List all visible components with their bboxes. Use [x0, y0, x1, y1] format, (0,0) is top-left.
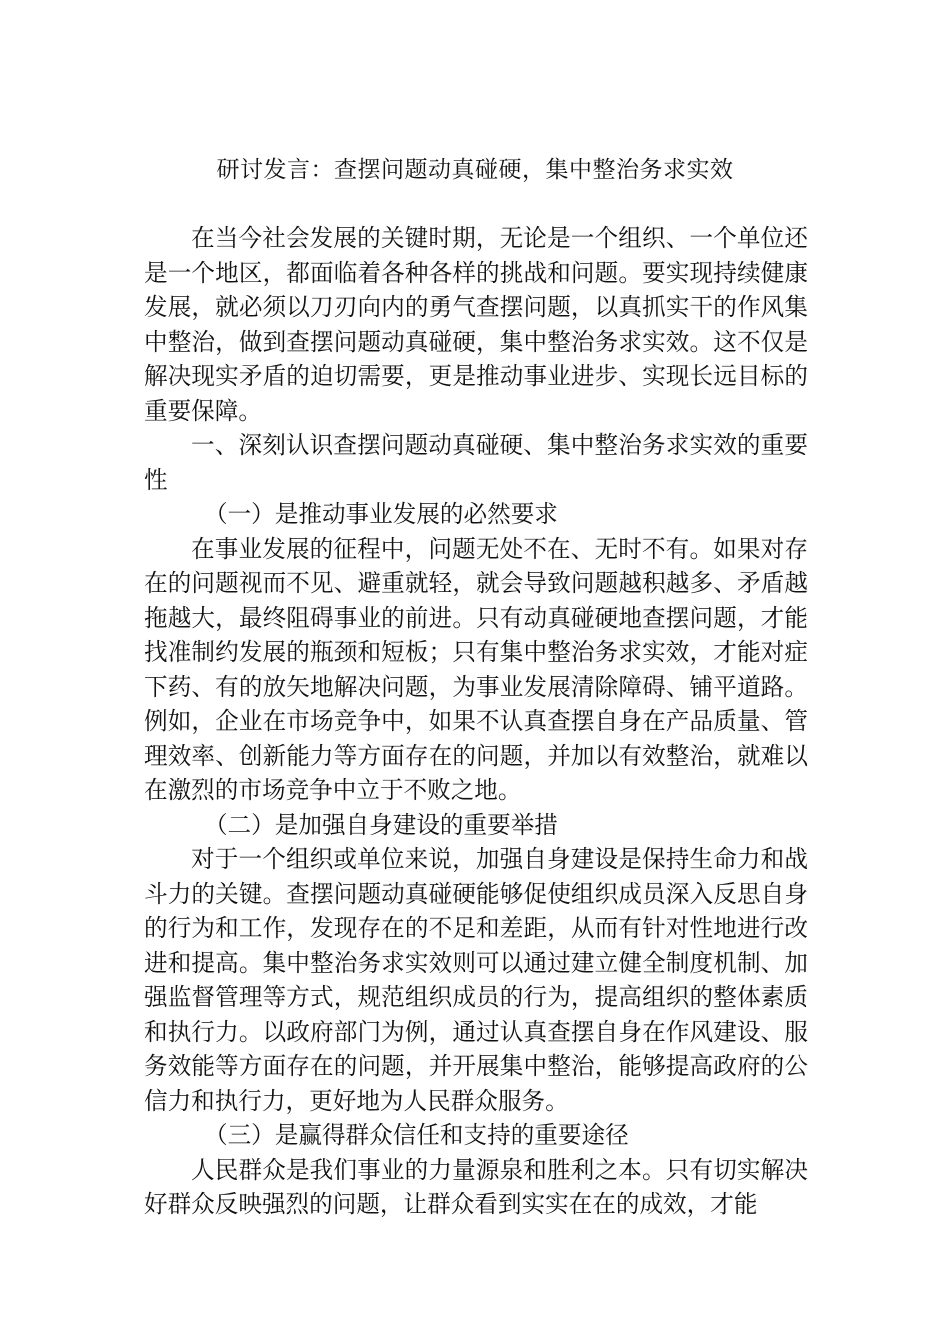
- subsection-heading-1: （一）是推动事业发展的必然要求: [204, 500, 558, 528]
- paragraph-intro: 在当今社会发展的关键时期，无论是一个组织、一个单位还是一个地区，都面临着各种各样的挑战和问题。要实现持续健康发展，就必须以刀刃向内的勇气查摆问题，以真抓实干的作风集中整治，做到查摆问题动真碰硬，集中整治务求实效。这不仅是解决现实矛盾的迫切需要，更是推动事业进步、实现长远目标的重要保障。: [144, 224, 808, 425]
- paragraph-2: 对于一个组织或单位来说，加强自身建设是保持生命力和战斗力的关键。查摆问题动真碰硬能够促使组织成员深入反思自身的行为和工作，发现存在的不足和差距，从而有针对性地进行改进和提高。集中整治务求实效则可以通过建立健全制度机制、加强监督管理等方式，规范组织成员的行为，提高组织的整体素质和执行力。以政府部门为例，通过认真查摆自身在作风建设、服务效能等方面存在的问题，并开展集中整治，能够提高政府的公信力和执行力，更好地为人民群众服务。: [144, 845, 808, 1115]
- document-title: 研讨发言：查摆问题动真碰硬，集中整治务求实效: [216, 157, 734, 183]
- document-body: [144, 221, 808, 1222]
- subsection-heading-3: （三）是赢得群众信任和支持的重要途径: [204, 1121, 629, 1149]
- subsection-heading-2: （二）是加强自身建设的重要举措: [204, 810, 558, 839]
- paragraph-3: 人民群众是我们事业的力量源泉和胜利之本。只有切实解决好群众反映强烈的问题，让群众看到实实在在的成效，才能: [144, 1155, 808, 1218]
- section-heading-1: 一、深刻认识查摆问题动真碰硬、集中整治务求实效的重要性: [144, 431, 808, 494]
- paragraph-1: 在事业发展的征程中，问题无处不在、无时不有。如果对存在的问题视而不见、避重就轻，就会导致问题越积越多、矛盾越拖越大，最终阻碍事业的前进。只有动真碰硬地查摆问题，才能找准制约发展的瓶颈和短板；只有集中整治务求实效，才能对症下药、有的放矢地解决问题，为事业发展清除障碍、铺平道路。例如，企业在市场竞争中，如果不认真查摆自身在产品质量、管理效率、创新能力等方面存在的问题，并加以有效整治，就难以在激烈的市场竞争中立于不败之地。: [144, 534, 808, 804]
